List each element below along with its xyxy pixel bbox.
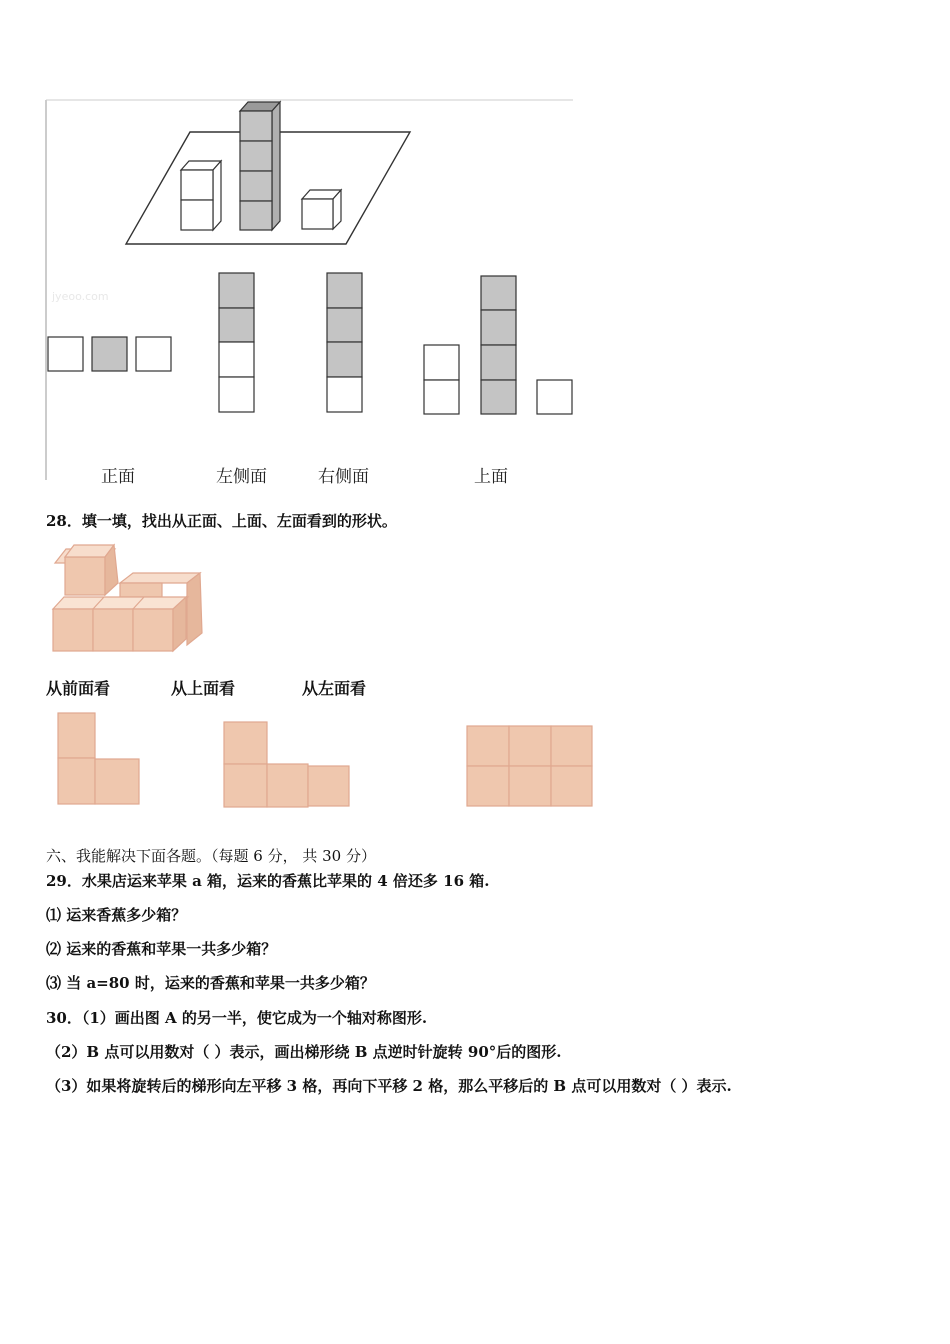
cube-stack-tall (240, 102, 280, 230)
label-right-side: 右侧面 (318, 467, 369, 487)
label-left-side: 左侧面 (216, 467, 267, 487)
q29-sub3: ⑶ 当 a=80 时，运来的香蕉和苹果一共多少箱？ (46, 974, 375, 992)
q28-left-view (467, 726, 592, 806)
cube-views-figure (0, 0, 950, 500)
q28-title: 28．填一填，找出从正面、上面、左面看到的形状。 (46, 512, 397, 530)
q28-label-front: 从前面看 (46, 679, 111, 698)
cube-single-right (302, 190, 341, 229)
q29-sub1: ⑴ 运来香蕉多少箱？ (46, 906, 187, 924)
q28-block-figure (53, 545, 202, 651)
q28-label-top: 从上面看 (171, 679, 236, 698)
cube-stack-left (181, 161, 221, 230)
q30-line1: 30．（1）画出图 A 的另一半，使它成为一个轴对称图形. (46, 1009, 428, 1027)
label-front: 正面 (101, 467, 135, 487)
q28-figures (0, 535, 950, 835)
q28-label-left: 从左面看 (302, 679, 367, 698)
section-6-heading: 六、我能解决下面各题。（每题 6 分， 共 30 分） (46, 847, 376, 865)
view-option-right-side (327, 273, 362, 412)
label-top: 上面 (474, 467, 508, 487)
q30-line2: （2）B 点可以用数对（ ）表示，画出梯形绕 B 点逆时针旋转 90°后的图形. (46, 1043, 562, 1061)
view-option-left-side (219, 273, 254, 412)
watermark-text: jyeoo.com (52, 290, 109, 303)
view-option-front (48, 337, 171, 371)
q29-sub2: ⑵ 运来的香蕉和苹果一共多少箱？ (46, 940, 277, 958)
q30-line3: （3）如果将旋转后的梯形向左平移 3 格，再向下平移 2 格，那么平移后的 B 点可以用数对（ ）表示. (46, 1077, 732, 1095)
q29-title: 29．水果店运来苹果 a 箱，运来的香蕉比苹果的 4 倍还多 16 箱. (46, 872, 490, 890)
view-option-top (424, 276, 572, 414)
q28-front-view (58, 713, 139, 804)
q28-top-view (224, 722, 349, 807)
